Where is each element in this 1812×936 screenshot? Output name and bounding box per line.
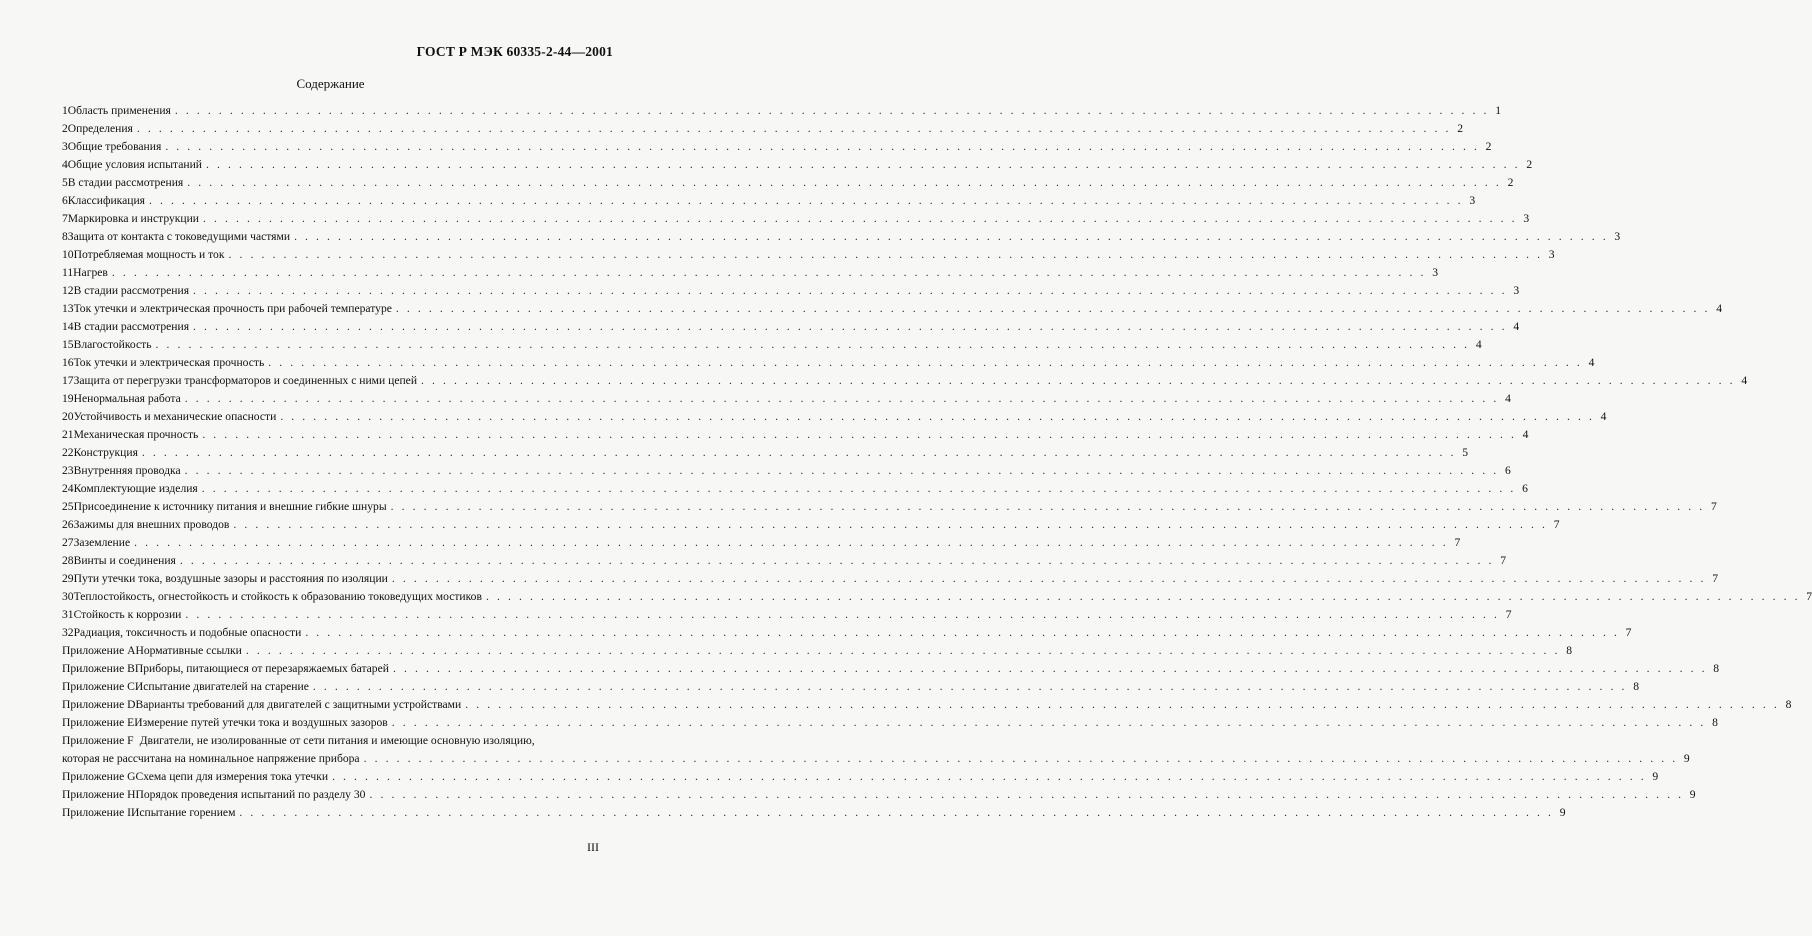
toc-entry: [62, 156, 1533, 174]
toc-entry: [62, 714, 1718, 732]
toc-entry-title: Варианты требований для двигателей с защитными устройствами: [135, 698, 462, 711]
toc-entry-page: 1: [1495, 104, 1502, 117]
toc-entry-number: 24: [62, 482, 74, 495]
toc-entry-page: 5: [1462, 446, 1469, 459]
toc-entry-title: Общие требования: [67, 140, 162, 153]
toc-entry: [62, 426, 1529, 444]
toc-entry: [62, 768, 1659, 786]
toc-leader-dots: . . . . . . . . . . . . . . . . . . . . . . . . . . . . . . . . . . . . . . . . . . . . . . . . . . . . . . . . . . . . . . . . . . . . . . . . . . . . . . . . . . . . . . . . . . . . . . . . . . . . . . . . . . . . . . . . . . . . . . . .: [268, 356, 1583, 369]
toc-leader-dots: . . . . . . . . . . . . . . . . . . . . . . . . . . . . . . . . . . . . . . . . . . . . . . . . . . . . . . . . . . . . . . . . . . . . . . . . . . . . . . . . . . . . . . . . . . . . . . . . . . . . . . . . . . . . . . . . . . . . . . . .: [485, 590, 1801, 603]
toc-leader-dots: . . . . . . . . . . . . . . . . . . . . . . . . . . . . . . . . . . . . . . . . . . . . . . . . . . . . . . . . . . . . . . . . . . . . . . . . . . . . . . . . . . . . . . . . . . . . . . . . . . . . . . . . . . . . . . . . . . . . . . . .: [228, 248, 1543, 261]
toc-entry: [62, 138, 1492, 156]
toc-entry: [62, 498, 1717, 516]
toc-leader-dots: . . . . . . . . . . . . . . . . . . . . . . . . . . . . . . . . . . . . . . . . . . . . . . . . . . . . . . . . . . . . . . . . . . . . . . . . . . . . . . . . . . . . . . . . . . . . . . . . . . . . . . . . . . . . . . . . . . . . . . . .: [202, 428, 1517, 441]
toc-entry-title: Определения: [67, 122, 133, 135]
toc-leader-dots: . . . . . . . . . . . . . . . . . . . . . . . . . . . . . . . . . . . . . . . . . . . . . . . . . . . . . . . . . . . . . . . . . . . . . . . . . . . . . . . . . . . . . . . . . . . . . . . . . . . . . . . . . . . . . . . . . . . . . . . .: [201, 482, 1516, 495]
toc-entry-title: Присоединение к источнику питания и внешние гибкие шнуры: [73, 500, 387, 513]
toc-entry-number: 12: [62, 284, 74, 297]
toc-entry-title: Нагрев: [73, 266, 108, 279]
toc-entry-number: 16: [62, 356, 74, 369]
toc-entry-page: 3: [1432, 266, 1438, 279]
toc-leader-dots: . . . . . . . . . . . . . . . . . . . . . . . . . . . . . . . . . . . . . . . . . . . . . . . . . . . . . . . . . . . . . . . . . . . . . . . . . . . . . . . . . . . . . . . . . . . . . . . . . . . . . . . . . . . . . . . . . . . . . . . .: [141, 446, 1457, 459]
toc-entry-title: Ток утечки и электрическая прочность при рабочей температуре: [73, 302, 392, 315]
toc-leader-dots: . . . . . . . . . . . . . . . . . . . . . . . . . . . . . . . . . . . . . . . . . . . . . . . . . . . . . . . . . . . . . . . . . . . . . . . . . . . . . . . . . . . . . . . . . . . . . . . . . . . . . . . . . . . . . . . . . . . . . . . .: [187, 176, 1502, 189]
toc-entry-title: Пути утечки тока, воздушные зазоры и расстояния по изоляции: [73, 572, 388, 585]
toc-entry-title: Испытание двигателей на старение: [134, 680, 309, 693]
toc-entry-number: 19: [62, 392, 74, 405]
toc-entry: [62, 120, 1464, 138]
toc-leader-dots: . . . . . . . . . . . . . . . . . . . . . . . . . . . . . . . . . . . . . . . . . . . . . . . . . . . . . . . . . . . . . . . . . . . . . . . . . . . . . . . . . . . . . . . . . . . . . . . . . . . . . . . . . . . . . . . . . . . . . . . .: [391, 572, 1706, 585]
toc-leader-dots: . . . . . . . . . . . . . . . . . . . . . . . . . . . . . . . . . . . . . . . . . . . . . . . . . . . . . . . . . . . . . . . . . . . . . . . . . . . . . . . . . . . . . . . . . . . . . . . . . . . . . . . . . . . . . . . . . . . . . . . .: [233, 518, 1548, 531]
toc-leader-dots: . . . . . . . . . . . . . . . . . . . . . . . . . . . . . . . . . . . . . . . . . . . . . . . . . . . . . . . . . . . . . . . . . . . . . . . . . . . . . . . . . . . . . . . . . . . . . . . . . . . . . . . . . . . . . . . . . . . . . . . .: [239, 806, 1554, 819]
toc-entry-page: 4: [1522, 428, 1529, 441]
toc-entry-number: 5: [62, 176, 68, 189]
toc-entry: [62, 264, 1438, 282]
toc-entry-number: 7: [62, 212, 68, 225]
toc-entry: [62, 552, 1506, 570]
toc-entry-page: 3: [1614, 230, 1621, 243]
toc-entry-page: 7: [1625, 626, 1632, 639]
toc-entry-number: 17: [62, 374, 74, 387]
toc-entry: [62, 390, 1511, 408]
toc-entry-number: 29: [62, 572, 74, 585]
toc-entry: [62, 696, 1792, 714]
toc-entry-number: Приложение D: [62, 698, 136, 711]
toc-entry-number: Приложение G: [62, 770, 136, 783]
toc-entry-number: 26: [62, 518, 74, 531]
toc-entry: [62, 660, 1720, 678]
toc-leader-dots: . . . . . . . . . . . . . . . . . . . . . . . . . . . . . . . . . . . . . . . . . . . . . . . . . . . . . . . . . . . . . . . . . . . . . . . . . . . . . . . . . . . . . . . . . . . . . . . . . . . . . . . . . . . . . . . . . . . . . . . .: [391, 716, 1706, 729]
toc-entry: [62, 228, 1621, 246]
toc-entry-page: 3: [1469, 194, 1476, 207]
toc-leader-dots: . . . . . . . . . . . . . . . . . . . . . . . . . . . . . . . . . . . . . . . . . . . . . . . . . . . . . . . . . . . . . . . . . . . . . . . . . . . . . . . . . . . . . . . . . . . . . . . . . . . . . . . . . . . . . . . . . . . . . . . .: [280, 410, 1595, 423]
toc-leader-dots: . . . . . . . . . . . . . . . . . . . . . . . . . . . . . . . . . . . . . . . . . . . . . . . . . . . . . . . . . . . . . . . . . . . . . . . . . . . . . . . . . . . . . . . . . . . . . . . . . . . . . . . . . . . . . . . . . . . . . . . .: [305, 626, 1620, 639]
toc-entry-number: Приложение Н: [62, 788, 136, 801]
toc-entry-number: 3: [62, 140, 68, 153]
toc-entry-page: 6: [1522, 482, 1528, 495]
toc-entry-page: 2: [1507, 176, 1514, 189]
toc-leader-dots: . . . . . . . . . . . . . . . . . . . . . . . . . . . . . . . . . . . . . . . . . . . . . . . . . . . . . . . . . . . . . . . . . . . . . . . . . . . . . . . . . . . . . . . . . . . . . . . . . . . . . . . . . . . . . . . . . . . . . . . .: [155, 338, 1470, 351]
toc-entry-number: Приложение В: [62, 662, 135, 675]
toc-entry: [62, 570, 1718, 588]
toc-entry-page: 4: [1513, 320, 1520, 333]
toc-entry-number: 13: [62, 302, 74, 315]
toc-entry-page: 7: [1505, 608, 1512, 621]
toc-entry-title: Маркировка и инструкции: [67, 212, 200, 225]
toc-entry-title: Защита от контакта с токоведущими частями: [67, 230, 291, 243]
toc-entry-page: 4: [1741, 374, 1748, 387]
toc-entry-page: 4: [1716, 302, 1723, 315]
toc-entry-number: 8: [62, 230, 68, 243]
toc-leader-dots: . . . . . . . . . . . . . . . . . . . . . . . . . . . . . . . . . . . . . . . . . . . . . . . . . . . . . . . . . . . . . . . . . . . . . . . . . . . . . . . . . . . . . . . . . . . . . . . . . . . . . . . . . . . . . . . . . . . . . . . .: [149, 194, 1464, 207]
toc-entry: [62, 408, 1607, 426]
toc-leader-dots: . . . . . . . . . . . . . . . . . . . . . . . . . . . . . . . . . . . . . . . . . . . . . . . . . . . . . . . . . . . . . . . . . . . . . . . . . . . . . . . . . . . . . . . . . . . . . . . . . . . . . . . . . . . . . . . . . . . . . . . .: [184, 464, 1499, 477]
toc-leader-dots: . . . . . . . . . . . . . . . . . . . . . . . . . . . . . . . . . . . . . . . . . . . . . . . . . . . . . . . . . . . . . . . . . . . . . . . . . . . . . . . . . . . . . . . . . . . . . . . . . . . . . . . . . . . . . . . . . . . . . . . .: [245, 644, 1561, 657]
toc-leader-dots: . . . . . . . . . . . . . . . . . . . . . . . . . . . . . . . . . . . . . . . . . . . . . . . . . . . . . . . . . . . . . . . . . . . . . . . . . . . . . . . . . . . . . . . . . . . . . . . . . . . . . . . . . . . . . . . . . . . . . . . .: [111, 266, 1426, 279]
toc-entry-title: Измерение путей утечки тока и воздушных зазоров: [134, 716, 388, 729]
toc-entry-title: Классификация: [67, 194, 146, 207]
toc-entry: [62, 336, 1482, 354]
toc-entry: [62, 516, 1560, 534]
toc-entry-number: 15: [62, 338, 74, 351]
toc-leader-dots: . . . . . . . . . . . . . . . . . . . . . . . . . . . . . . . . . . . . . . . . . . . . . . . . . . . . . . . . . . . . . . . . . . . . . . . . . . . . . . . . . . . . . . . . . . . . . . . . . . . . . . . . . . . . . . . . . . . . . . . .: [193, 320, 1508, 333]
toc-entry: [62, 732, 590, 750]
toc-entry: [62, 804, 1566, 822]
toc-leader-dots: . . . . . . . . . . . . . . . . . . . . . . . . . . . . . . . . . . . . . . . . . . . . . . . . . . . . . . . . . . . . . . . . . . . . . . . . . . . . . . . . . . . . . . . . . . . . . . . . . . . . . . . . . . . . . . . . . . . . . . . .: [185, 608, 1500, 621]
toc-entry-title: Область применения: [67, 104, 171, 117]
toc-leader-dots: . . . . . . . . . . . . . . . . . . . . . . . . . . . . . . . . . . . . . . . . . . . . . . . . . . . . . . . . . . . . . . . . . . . . . . . . . . . . . . . . . . . . . . . . . . . . . . . . . . . . . . . . . . . . . . . . . . . . . . . .: [312, 680, 1627, 693]
table-of-contents: [62, 102, 1812, 822]
toc-entry-page: 4: [1600, 410, 1607, 423]
toc-entry-page: 7: [1454, 536, 1461, 549]
toc-entry-page: 8: [1785, 698, 1792, 711]
toc-entry-number: 2: [62, 122, 68, 135]
toc-entry-page: 8: [1633, 680, 1639, 693]
toc-leader-dots: . . . . . . . . . . . . . . . . . . . . . . . . . . . . . . . . . . . . . . . . . . . . . . . . . . . . . . . . . . . . . . . . . . . . . . . . . . . . . . . . . . . . . . . . . . . . . . . . . . . . . . . . . . . . . . . . . . . . . . . .: [363, 752, 1678, 765]
toc-entry-page: 7: [1712, 572, 1718, 585]
toc-entry-number: 11: [62, 266, 74, 279]
toc-leader-dots: . . . . . . . . . . . . . . . . . . . . . . . . . . . . . . . . . . . . . . . . . . . . . . . . . . . . . . . . . . . . . . . . . . . . . . . . . . . . . . . . . . . . . . . . . . . . . . . . . . . . . . . . . . . . . . . . . . . . . . . .: [369, 788, 1684, 801]
toc-entry-title: Комплектующие изделия: [73, 482, 198, 495]
toc-leader-dots: . . . . . . . . . . . . . . . . . . . . . . . . . . . . . . . . . . . . . . . . . . . . . . . . . . . . . . . . . . . . . . . . . . . . . . . . . . . . . . . . . . . . . . . . . . . . . . . . . . . . . . . . . . . . . . . . . . . . . . . .: [294, 230, 1609, 243]
toc-entry-number: 6: [62, 194, 68, 207]
toc-entry-title: Приборы, питающиеся от перезаряжаемых батарей: [134, 662, 389, 675]
toc-entry-number: Приложение Е: [62, 716, 135, 729]
toc-leader-dots: . . . . . . . . . . . . . . . . . . . . . . . . . . . . . . . . . . . . . . . . . . . . . . . . . . . . . . . . . . . . . . . . . . . . . . . . . . . . . . . . . . . . . . . . . . . . . . . . . . . . . . . . . . . . . . . . . . . . . . . .: [134, 536, 1449, 549]
toc-entry-number: 27: [62, 536, 74, 549]
toc-entry-title: Двигатели, не изолированные от сети питания и имеющие основную изоляцию,: [139, 734, 535, 747]
toc-entry: [62, 246, 1555, 264]
toc-leader-dots: . . . . . . . . . . . . . . . . . . . . . . . . . . . . . . . . . . . . . . . . . . . . . . . . . . . . . . . . . . . . . . . . . . . . . . . . . . . . . . . . . . . . . . . . . . . . . . . . . . . . . . . . . . . . . . . . . . . . . . . .: [332, 770, 1647, 783]
toc-entry-number: 28: [62, 554, 74, 567]
toc-entry-title: Порядок проведения испытаний по разделу 30: [135, 788, 366, 801]
standard-header: ГОСТ Р МЭК 60335-2-44—2001: [416, 44, 613, 59]
toc-entry-title: Нормативные ссылки: [135, 644, 242, 657]
toc-entry: [62, 534, 1461, 552]
toc-entry: [62, 354, 1595, 372]
toc-entry-title: Ток утечки и электрическая прочность: [73, 356, 265, 369]
toc-entry-number: 23: [62, 464, 74, 477]
toc-entry-number: 32: [62, 626, 74, 639]
toc-entry-title: В стадии рассмотрения: [73, 320, 190, 333]
toc-entry-title: В стадии рассмотрения: [73, 284, 190, 297]
toc-entry-title: Ненормальная работа: [73, 392, 181, 405]
toc-leader-dots: . . . . . . . . . . . . . . . . . . . . . . . . . . . . . . . . . . . . . . . . . . . . . . . . . . . . . . . . . . . . . . . . . . . . . . . . . . . . . . . . . . . . . . . . . . . . . . . . . . . . . . . . . . . . . . . . . . . . . . . .: [465, 698, 1780, 711]
toc-entry: [62, 786, 1696, 804]
toc-entry-page: 8: [1566, 644, 1573, 657]
toc-entry-number: Приложение I: [62, 806, 131, 819]
toc-entry-page: 9: [1689, 788, 1696, 801]
toc-entry-number: 20: [62, 410, 74, 423]
toc-entry-page: 7: [1500, 554, 1506, 567]
toc-entry-page: 3: [1513, 284, 1520, 297]
toc-leader-dots: . . . . . . . . . . . . . . . . . . . . . . . . . . . . . . . . . . . . . . . . . . . . . . . . . . . . . . . . . . . . . . . . . . . . . . . . . . . . . . . . . . . . . . . . . . . . . . . . . . . . . . . . . . . . . . . . . . . . . . . .: [136, 122, 1452, 135]
toc-entry-number: Приложение С: [62, 680, 135, 693]
toc-leader-dots: . . . . . . . . . . . . . . . . . . . . . . . . . . . . . . . . . . . . . . . . . . . . . . . . . . . . . . . . . . . . . . . . . . . . . . . . . . . . . . . . . . . . . . . . . . . . . . . . . . . . . . . . . . . . . . . . . . . . . . . .: [206, 158, 1521, 171]
toc-entry-page: 3: [1548, 248, 1555, 261]
toc-entry: [62, 174, 1514, 192]
toc-entry: [62, 372, 1748, 390]
toc-entry-title: которая не рассчитана на номинальное напряжение прибора: [62, 752, 360, 765]
toc-leader-dots: . . . . . . . . . . . . . . . . . . . . . . . . . . . . . . . . . . . . . . . . . . . . . . . . . . . . . . . . . . . . . . . . . . . . . . . . . . . . . . . . . . . . . . . . . . . . . . . . . . . . . . . . . . . . . . . . . . . . . . . .: [203, 212, 1518, 225]
toc-entry-number: 22: [62, 446, 74, 459]
toc-entry: [62, 606, 1512, 624]
toc-entry-number: 14: [62, 320, 74, 333]
toc-entry: [62, 642, 1573, 660]
toc-entry-page: 9: [1559, 806, 1566, 819]
toc-entry: [62, 318, 1520, 336]
toc-entry-page: 2: [1526, 158, 1533, 171]
toc-entry-title: Защита от перегрузки трансформаторов и соединенных с ними цепей: [73, 374, 418, 387]
toc-entry: [62, 588, 1812, 606]
toc-entry-page: 9: [1683, 752, 1690, 765]
toc-entry-page: 9: [1652, 770, 1659, 783]
toc-entry: [62, 102, 1502, 120]
toc-entry-page: 6: [1504, 464, 1511, 477]
toc-entry-number: 1: [62, 104, 68, 117]
toc-leader-dots: . . . . . . . . . . . . . . . . . . . . . . . . . . . . . . . . . . . . . . . . . . . . . . . . . . . . . . . . . . . . . . . . . . . . . . . . . . . . . . . . . . . . . . . . . . . . . . . . . . . . . . . . . . . . . . . . . . . . . . . .: [390, 500, 1705, 513]
toc-entry-title: Испытание горением: [131, 806, 236, 819]
toc-entry-title: Теплостойкость, огнестойкость и стойкость к образованию токоведущих мостиков: [73, 590, 482, 603]
toc-leader-dots: . . . . . . . . . . . . . . . . . . . . . . . . . . . . . . . . . . . . . . . . . . . . . . . . . . . . . . . . . . . . . . . . . . . . . . . . . . . . . . . . . . . . . . . . . . . . . . . . . . . . . . . . . . . . . . . . . . . . . . . .: [392, 662, 1708, 675]
toc-entry-title: В стадии рассмотрения: [67, 176, 184, 189]
toc-entry-title: Общие условия испытаний: [67, 158, 202, 171]
toc-entry: [62, 192, 1476, 210]
toc-entry: [62, 678, 1639, 696]
toc-entry: [62, 750, 1690, 768]
toc-entry-number: 25: [62, 500, 74, 513]
toc-entry-page: 4: [1475, 338, 1482, 351]
toc-entry: [62, 624, 1632, 642]
toc-entry-number: 21: [62, 428, 74, 441]
toc-entry-title: Потребляемая мощность и ток: [73, 248, 225, 261]
toc-entry-title: Винты и соединения: [73, 554, 176, 567]
toc-entry-page: 4: [1505, 392, 1511, 405]
toc-entry-page: 8: [1712, 716, 1718, 729]
toc-entry-page: 7: [1806, 590, 1812, 603]
toc-leader-dots: . . . . . . . . . . . . . . . . . . . . . . . . . . . . . . . . . . . . . . . . . . . . . . . . . . . . . . . . . . . . . . . . . . . . . . . . . . . . . . . . . . . . . . . . . . . . . . . . . . . . . . . . . . . . . . . . . . . . . . . .: [193, 284, 1508, 297]
toc-entry-title: Зажимы для внешних проводов: [73, 518, 230, 531]
toc-entry: [62, 282, 1520, 300]
toc-entry-number: 10: [62, 248, 74, 261]
toc-entry-number: 4: [62, 158, 68, 171]
toc-entry-page: 7: [1710, 500, 1717, 513]
toc-entry-title: Схема цепи для измерения тока утечки: [135, 770, 329, 783]
page-title: Содержание: [296, 76, 365, 91]
toc-entry-title: Устойчивость и механические опасности: [73, 410, 277, 423]
toc-leader-dots: . . . . . . . . . . . . . . . . . . . . . . . . . . . . . . . . . . . . . . . . . . . . . . . . . . . . . . . . . . . . . . . . . . . . . . . . . . . . . . . . . . . . . . . . . . . . . . . . . . . . . . . . . . . . . . . . . . . . . . . .: [179, 554, 1494, 567]
toc-leader-dots: . . . . . . . . . . . . . . . . . . . . . . . . . . . . . . . . . . . . . . . . . . . . . . . . . . . . . . . . . . . . . . . . . . . . . . . . . . . . . . . . . . . . . . . . . . . . . . . . . . . . . . . . . . . . . . . . . . . . . . . .: [184, 392, 1499, 405]
toc-entry-number: 30: [62, 590, 74, 603]
toc-leader-dots: . . . . . . . . . . . . . . . . . . . . . . . . . . . . . . . . . . . . . . . . . . . . . . . . . . . . . . . . . . . . . . . . . . . . . . . . . . . . . . . . . . . . . . . . . . . . . . . . . . . . . . . . . . . . . . . . . . . . . . . .: [421, 374, 1736, 387]
toc-entry-page: 4: [1588, 356, 1595, 369]
toc-entry: [62, 480, 1528, 498]
toc-entry-page: 2: [1457, 122, 1464, 135]
toc-leader-dots: . . . . . . . . . . . . . . . . . . . . . . . . . . . . . . . . . . . . . . . . . . . . . . . . . . . . . . . . . . . . . . . . . . . . . . . . . . . . . . . . . . . . . . . . . . . . . . . . . . . . . . . . . . . . . . . . . . . . . . . .: [165, 140, 1480, 153]
toc-entry-number: 31: [62, 608, 74, 621]
toc-entry-title: Заземление: [73, 536, 131, 549]
toc-entry-page: 2: [1485, 140, 1492, 153]
toc-entry-title: Механическая прочность: [73, 428, 199, 441]
toc-entry-title: Стойкость к коррозии: [73, 608, 182, 621]
toc-entry-page: 7: [1553, 518, 1560, 531]
toc-entry-title: Конструкция: [73, 446, 138, 459]
toc-entry-number: Приложение А: [62, 644, 136, 657]
toc-entry-page: 3: [1523, 212, 1530, 225]
toc-entry: [62, 444, 1469, 462]
toc-entry-page: 8: [1713, 662, 1720, 675]
toc-entry-title: Радиация, токсичность и подобные опасности: [73, 626, 302, 639]
toc-entry: [62, 462, 1511, 480]
toc-leader-dots: . . . . . . . . . . . . . . . . . . . . . . . . . . . . . . . . . . . . . . . . . . . . . . . . . . . . . . . . . . . . . . . . . . . . . . . . . . . . . . . . . . . . . . . . . . . . . . . . . . . . . . . . . . . . . . . . . . . . . . . .: [174, 104, 1490, 117]
toc-entry-number: Приложение F: [62, 734, 134, 747]
toc-entry: [62, 300, 1723, 318]
page-number: III: [587, 840, 599, 854]
toc-entry-title: Влагостойкость: [73, 338, 152, 351]
toc-entry: [62, 210, 1530, 228]
toc-leader-dots: . . . . . . . . . . . . . . . . . . . . . . . . . . . . . . . . . . . . . . . . . . . . . . . . . . . . . . . . . . . . . . . . . . . . . . . . . . . . . . . . . . . . . . . . . . . . . . . . . . . . . . . . . . . . . . . . . . . . . . . .: [395, 302, 1711, 315]
toc-entry-title: Внутренняя проводка: [73, 464, 181, 477]
